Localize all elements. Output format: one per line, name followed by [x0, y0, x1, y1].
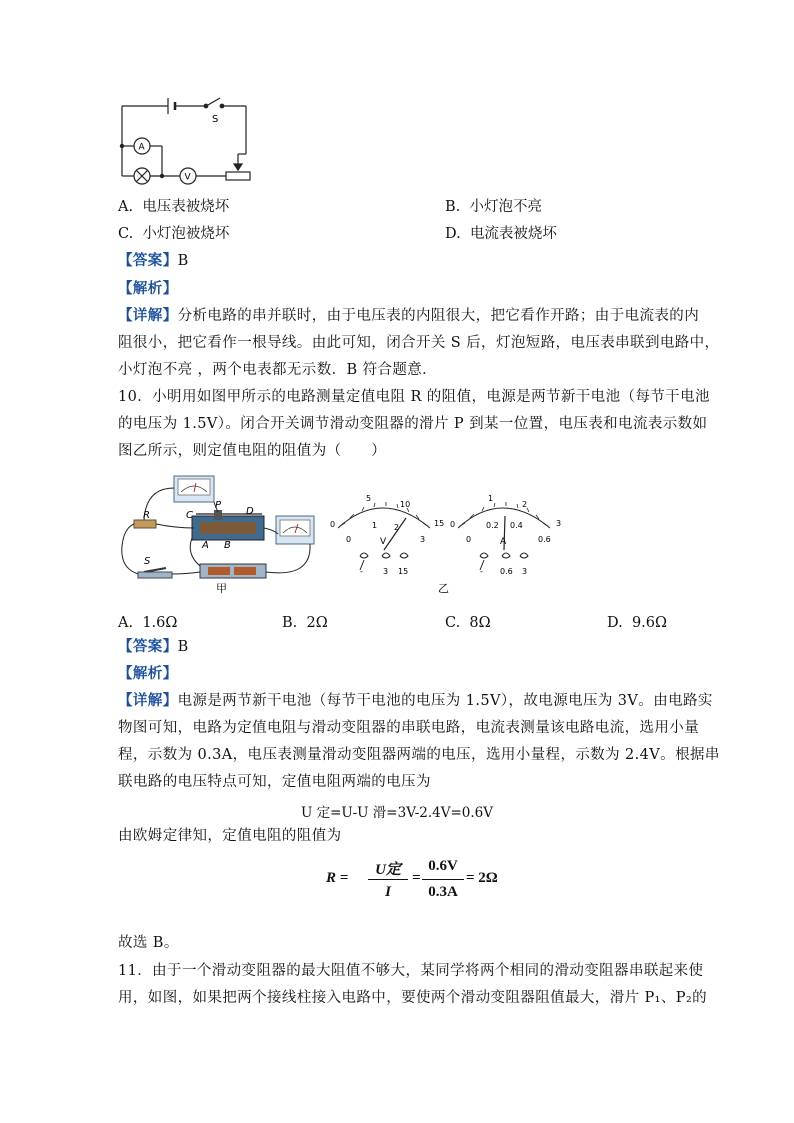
jia-label-r: R: [143, 510, 150, 521]
a-bottom-tick-0: 0: [466, 535, 472, 544]
q10-option-d[interactable]: D. 9.6Ω: [607, 615, 668, 631]
q10-analysis-heading: 【解析】: [118, 665, 178, 682]
a-top-tick-2: 2: [522, 500, 528, 509]
q10-stem-line-2: 的电压为 1.5V）。闭合开关调节滑动变阻器的滑片 P 到某一位置，电压表和电流表示数如: [118, 416, 708, 432]
q10-conclusion: 故选 B。: [118, 935, 179, 951]
a-bottom-tick-02: 0.2: [486, 521, 499, 530]
a-top-tick-0: 0: [450, 520, 456, 529]
v-terminal-15: 15: [398, 567, 409, 576]
v-bottom-tick-3: 3: [420, 535, 426, 544]
q9-option-d[interactable]: D. 电流表被烧坏: [445, 226, 557, 242]
q10-detail-line-1: 【详解】电源是两节新干电池（每节干电池的电压为 1.5V），故电源电压为 3V。由电路实: [118, 692, 713, 709]
q10-detail-line-3: 程，示数为 0.3A，电压表测量滑动变阻器两端的电压，选用小量程，示数为 2.4V。根据串: [118, 747, 720, 763]
jia-top-meter: [174, 476, 214, 502]
switch-label: S: [212, 114, 219, 125]
v-terminal-3: 3: [383, 567, 389, 576]
q9-option-b[interactable]: B. 小灯泡不亮: [445, 199, 542, 215]
v-top-tick-15: 15: [434, 519, 445, 528]
v-top-tick-0: 0: [330, 520, 336, 529]
a-terminal-06: 0.6: [500, 567, 513, 576]
formula-equals: =: [412, 870, 421, 886]
jia-right-meter: [276, 516, 314, 544]
formula-lhs: R =: [326, 870, 349, 886]
jia-caption: 甲: [216, 582, 227, 595]
voltmeter-unit: V: [380, 537, 387, 547]
v-top-tick-5: 5: [366, 494, 372, 503]
jia-label-d: D: [246, 506, 254, 517]
formula-numerator: U定: [375, 862, 401, 878]
v-bottom-tick-1: 1: [372, 521, 378, 530]
jia-label-a: A: [202, 540, 209, 551]
formula-result: = 2Ω: [466, 870, 498, 886]
q10-option-b[interactable]: B. 2Ω: [282, 615, 328, 631]
jia-label-p: P: [215, 500, 222, 511]
v-bottom-tick-0: 0: [346, 535, 352, 544]
q9-answer: 【答案】B: [118, 252, 189, 269]
q10-detail-line-2: 物图可知，电路为定值电阻与滑动变阻器的串联电路，电流表测量该电路电流，选用小量: [118, 720, 700, 736]
q10-option-a[interactable]: A. 1.6Ω: [118, 615, 178, 631]
a-top-tick-3: 3: [556, 519, 562, 528]
q10-answer: 【答案】B: [118, 638, 189, 655]
q9-option-c[interactable]: C. 小灯泡被烧坏: [118, 226, 230, 242]
q10-figure-jia: [116, 468, 326, 596]
q9-detail-line-3: 小灯泡不亮 ，两个电表都无示数．B 符合题意．: [118, 362, 438, 378]
formula-denominator: I: [385, 884, 391, 900]
jia-label-b: B: [224, 540, 231, 551]
formula-denominator-2: 0.3A: [428, 884, 458, 900]
v-bottom-tick-2: 2: [394, 523, 400, 532]
yi-caption: 乙: [438, 582, 449, 595]
a-bottom-tick-06: 0.6: [538, 535, 551, 544]
q10-equation-voltage: U 定=U-U 滑=3V-2.4V=0.6V: [300, 805, 494, 821]
formula-numerator-2: 0.6V: [428, 858, 458, 874]
q10-option-c[interactable]: C. 8Ω: [445, 615, 491, 631]
voltmeter-label: V: [184, 172, 191, 183]
jia-label-s: S: [144, 556, 151, 567]
rheostat: [226, 172, 250, 180]
q11-stem-line-2: 用，如图，如果把两个接线柱接入电路中，要使两个滑动变阻器阻值最大，滑片 P₁、P₂的: [118, 990, 708, 1006]
v-top-tick-10: 10: [400, 500, 411, 509]
ammeter-unit: A: [500, 537, 507, 547]
a-terminal-3: 3: [522, 567, 528, 576]
q11-stem-line-1: 11．由于一个滑动变阻器的最大阻值不够大，某同学将两个相同的滑动变阻器串联起来使: [118, 963, 704, 979]
q10-stem-line-1: 10．小明用如图甲所示的电路测量定值电阻 R 的阻值，电源是两节新干电池（每节干电池: [118, 389, 710, 405]
a-terminal-neg: -: [480, 567, 483, 576]
q10-detail-line-4: 联电路的电压特点可知，定值电阻两端的电压为: [118, 774, 431, 790]
q9-detail-line-1: 【详解】分析电路的串并联时，由于电压表的内阻很大，把它看作开路；由于电流表的内: [118, 307, 700, 324]
q9-analysis-heading: 【解析】: [118, 280, 178, 297]
q10-ohm-line: 由欧姆定律知，定值电阻的阻值为: [118, 828, 342, 844]
q10-figure-yi: [330, 494, 580, 596]
q9-option-a[interactable]: A. 电压表被烧坏: [118, 199, 230, 215]
switch-blade: [208, 98, 220, 105]
v-terminal-neg: -: [360, 567, 363, 576]
a-bottom-tick-04: 0.4: [510, 521, 523, 530]
q10-ohm-formula: [326, 852, 498, 908]
ammeter-label: A: [138, 142, 145, 153]
jia-label-c: C: [186, 510, 193, 521]
q10-stem-line-3: 图乙所示，则定值电阻的阻值为（ ）: [118, 443, 387, 459]
a-top-tick-1: 1: [488, 494, 494, 503]
q9-circuit-diagram: [112, 92, 257, 188]
q9-detail-line-2: 阻很小，把它看作一根导线。由此可知，闭合开关 S 后，灯泡短路，电压表串联到电路中，: [118, 335, 720, 351]
